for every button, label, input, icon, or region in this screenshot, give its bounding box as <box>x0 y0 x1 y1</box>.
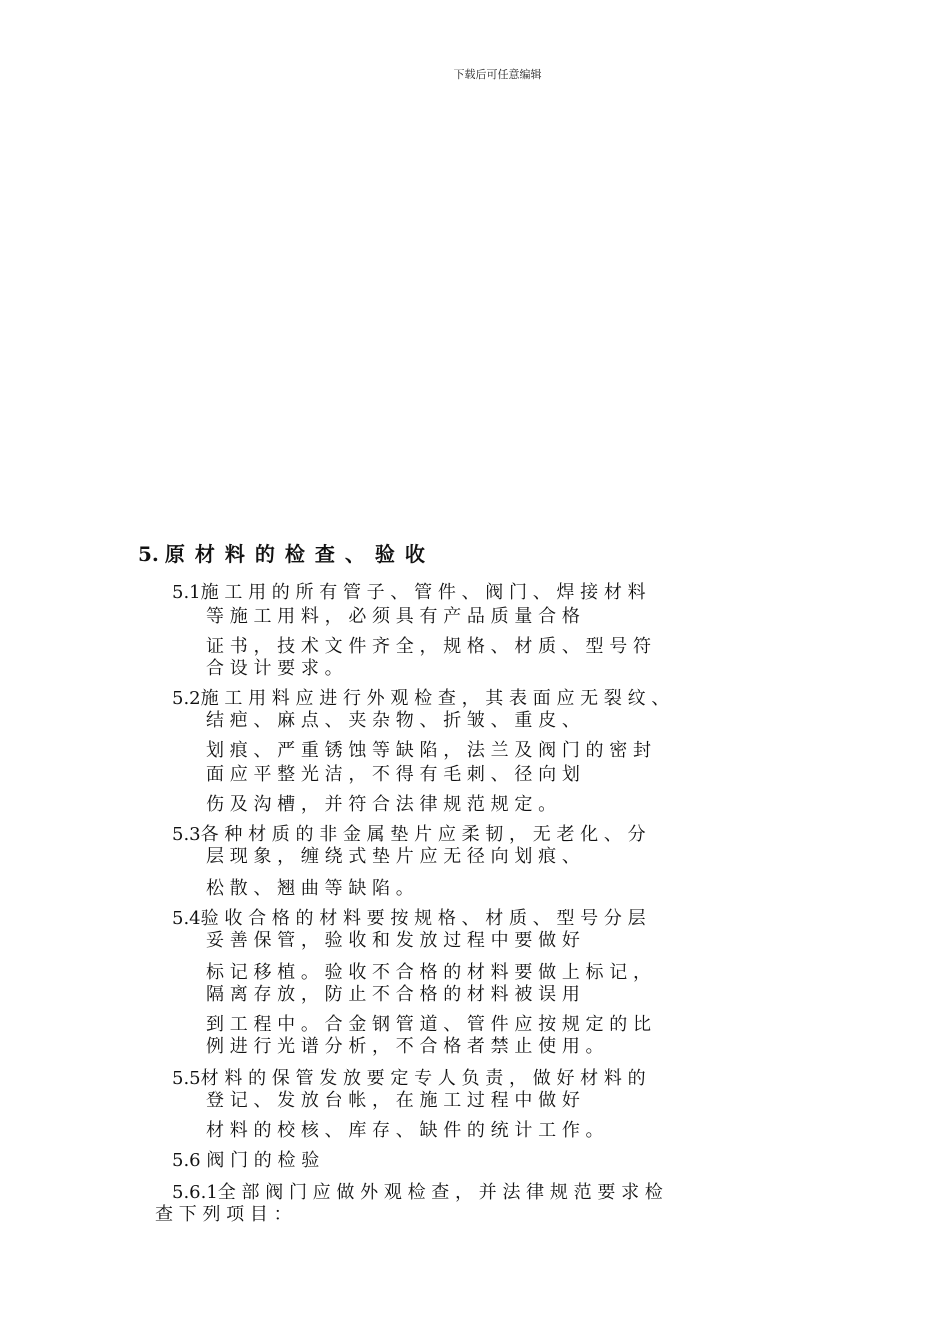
text-line: 合 设 计 要 求 。 <box>206 658 343 679</box>
text-line: 5.3各 种 材 质 的 非 金 属 垫 片 应 柔 韧 ， 无 老 化 、 分 <box>172 824 646 845</box>
text-line: 伤 及 沟 槽 ， 并 符 合 法 律 规 范 规 定 。 <box>206 794 557 815</box>
text-line: 隔 离 存 放 ， 防 止 不 合 格 的 材 料 被 误 用 <box>206 984 580 1005</box>
text-line: 5.6.1全 部 阀 门 应 做 外 观 检 查 ， 并 法 律 规 范 要 求 检 <box>172 1182 663 1203</box>
text-line: 结 疤 、 麻 点 、 夹 杂 物 、 折 皱 、 重 皮 、 <box>206 710 580 731</box>
section-heading <box>138 538 435 567</box>
text-line: 到 工 程 中 。 合 金 钢 管 道 、 管 件 应 按 规 定 的 比 <box>206 1014 651 1035</box>
text-line: 划 痕 、 严 重 锈 蚀 等 缺 陷 ， 法 兰 及 阀 门 的 密 封 <box>206 740 651 761</box>
section-title: 原材料的检查、验收 <box>164 542 435 566</box>
text-line: 松 散 、 翘 曲 等 缺 陷 。 <box>206 878 414 899</box>
text-line: 证 书 ， 技 术 文 件 齐 全 ， 规 格 、 材 质 、 型 号 符 <box>206 636 651 657</box>
text-line: 标 记 移 植 。 验 收 不 合 格 的 材 料 要 做 上 标 记 ， <box>206 962 651 983</box>
text-line: 5.6 阀 门 的 检 验 <box>172 1150 320 1171</box>
text-line: 妥 善 保 管 ， 验 收 和 发 放 过 程 中 要 做 好 <box>206 930 580 951</box>
text-line: 5.1施 工 用 的 所 有 管 子 、 管 件 、 阀 门 、 焊 接 材 料 <box>172 582 646 603</box>
text-line: 等 施 工 用 料 ， 必 须 具 有 产 品 质 量 合 格 <box>206 606 580 627</box>
text-line: 例 进 行 光 谱 分 析 ， 不 合 格 者 禁 止 使 用 。 <box>206 1036 604 1057</box>
text-line: 查 下 列 项 目 ： <box>155 1204 292 1225</box>
text-line: 层 现 象 ， 缠 绕 式 垫 片 应 无 径 向 划 痕 、 <box>206 846 580 867</box>
text-line: 面 应 平 整 光 洁 ， 不 得 有 毛 刺 、 径 向 划 <box>206 764 580 785</box>
section-number: 5. <box>138 542 159 566</box>
text-line: 5.2施 工 用 料 应 进 行 外 观 检 查 ， 其 表 面 应 无 裂 纹 、 <box>172 688 670 709</box>
text-line: 5.5材 料 的 保 管 发 放 要 定 专 人 负 责 ， 做 好 材 料 的 <box>172 1068 646 1089</box>
text-line: 登 记 、 发 放 台 帐 ， 在 施 工 过 程 中 做 好 <box>206 1090 580 1111</box>
text-line: 材 料 的 校 核 、 库 存 、 缺 件 的 统 计 工 作 。 <box>206 1120 604 1141</box>
download-note: 下载后可任意编辑 <box>453 68 542 81</box>
text-line: 5.4验 收 合 格 的 材 料 要 按 规 格 、 材 质 、 型 号 分 层 <box>172 908 646 929</box>
